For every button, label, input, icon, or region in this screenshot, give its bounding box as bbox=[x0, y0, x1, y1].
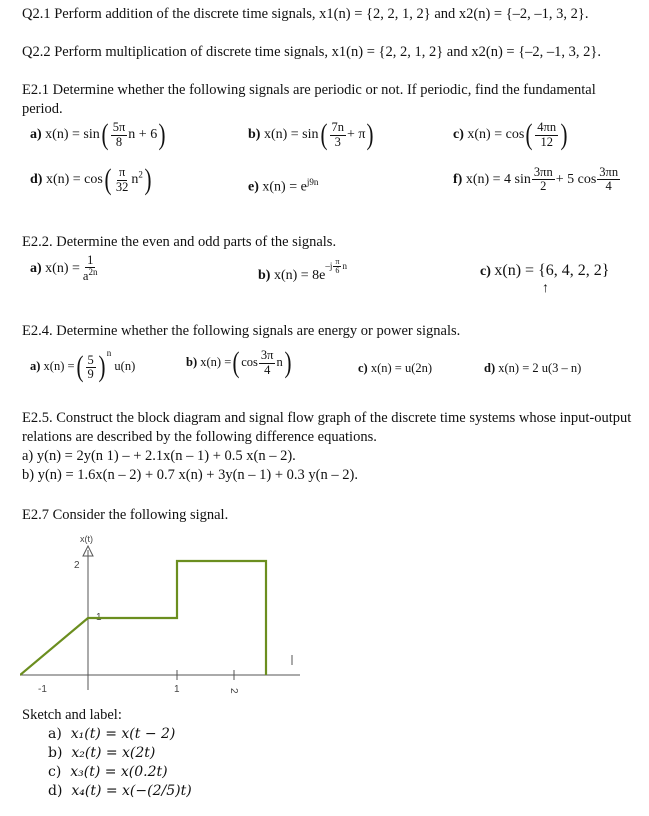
e21-item-e: e) $x(n) = e^{j9n}$ bbox=[248, 177, 319, 195]
list-item: c) x₃(t) = x(0.2t) bbox=[48, 764, 168, 780]
sketch-list bbox=[48, 726, 192, 802]
e24-item-c: c) x(n) = u(2n) bbox=[358, 361, 433, 375]
question-2-1: Q2.1 Perform addition of the discrete time signals, x1(n) = {2, 2, 1, 2} and x2(n) = {–2, –1, 3, 2}. bbox=[22, 6, 589, 22]
e21-item-b: b) x(n) = sin( $\frac{7n}{3}$ + π) bbox=[248, 118, 374, 151]
e22-item-a: a) x(n) = $\frac{1}{a^{2n}}$ bbox=[30, 253, 98, 284]
e21-item-d: d) x(n) = cos( $\frac{\pi}{32}$ $n^2$) bbox=[30, 163, 152, 196]
e21-item-a: a) x(n) = sin( $\frac{5\pi}{8}$ n + 6) bbox=[30, 118, 166, 151]
y-axis-label: x(t) bbox=[80, 534, 93, 544]
e21-intro: E2.1 Determine whether the following signals are periodic or not. If periodic, find the fundamental bbox=[22, 82, 596, 98]
x-tick-label: 2 bbox=[228, 688, 239, 694]
e25-line2: relations are described by the following difference equations. bbox=[22, 429, 377, 445]
list-item: a) x₁(t) = x(t − 2) bbox=[48, 726, 176, 742]
e22-item-b: b) $x(n) = 8e^{-j \frac{\pi}{6} n}$ bbox=[258, 257, 347, 283]
e21-intro-period: period. bbox=[22, 101, 63, 117]
x-tick-label: 1 bbox=[174, 684, 180, 695]
e27-title: E2.7 Consider the following signal. bbox=[22, 507, 229, 523]
y-tick-label: 1 bbox=[96, 612, 102, 623]
list-item: b) x₂(t) = x(2t) bbox=[48, 745, 156, 761]
e21-item-c: c) x(n) = cos( $\frac{4\pi n}{12}$ ) bbox=[453, 118, 568, 151]
e24-item-a: a) x(n) =( $\frac{5}{9}$ ) $^n$ u(n) bbox=[30, 348, 136, 384]
e24-item-b: b) x(n) =( cos $\frac{3\pi}{4}$ n) bbox=[186, 346, 292, 379]
x-tick-label: -1 bbox=[38, 684, 47, 695]
y-tick-label: 2 bbox=[74, 560, 80, 571]
list-item: d) x₄(t) = x(−(2/5)t) bbox=[48, 783, 192, 799]
origin-arrow-icon: ↑ bbox=[542, 281, 549, 296]
e25-line1: E2.5. Construct the block diagram and signal flow graph of the discrete time systems whose input-output bbox=[22, 410, 632, 426]
signal-graph bbox=[20, 530, 320, 705]
e25-item-a: a) y(n) = 2y(n 1) – + 2.1x(n – 1) + 0.5 x(n – 2). bbox=[22, 448, 296, 464]
question-2-2: Q2.2 Perform multiplication of discrete time signals, x1(n) = {2, 2, 1, 2} and x2(n) = {–2, –1, 3, 2}. bbox=[22, 44, 601, 60]
e25-item-b: b) y(n) = 1.6x(n – 2) + 0.7 x(n) + 3y(n – 1) + 0.3 y(n – 2). bbox=[22, 467, 358, 483]
e24-title: E2.4. Determine whether the following signals are energy or power signals. bbox=[22, 323, 461, 339]
e21-item-f: f) x(n) = 4 sin $\frac{3\pi n}{2}$ + 5 cos $\frac{3\pi n}{4}$ bbox=[453, 165, 619, 194]
e22-item-c: c) x(n) = {6, 4, 2, 2} bbox=[480, 262, 610, 279]
signal-line bbox=[20, 561, 266, 675]
e22-title: E2.2. Determine the even and odd parts of the signals. bbox=[22, 234, 337, 250]
e24-item-d: d) x(n) = 2 u(3 – n) bbox=[484, 361, 582, 375]
sketch-label: Sketch and label: bbox=[22, 707, 122, 723]
